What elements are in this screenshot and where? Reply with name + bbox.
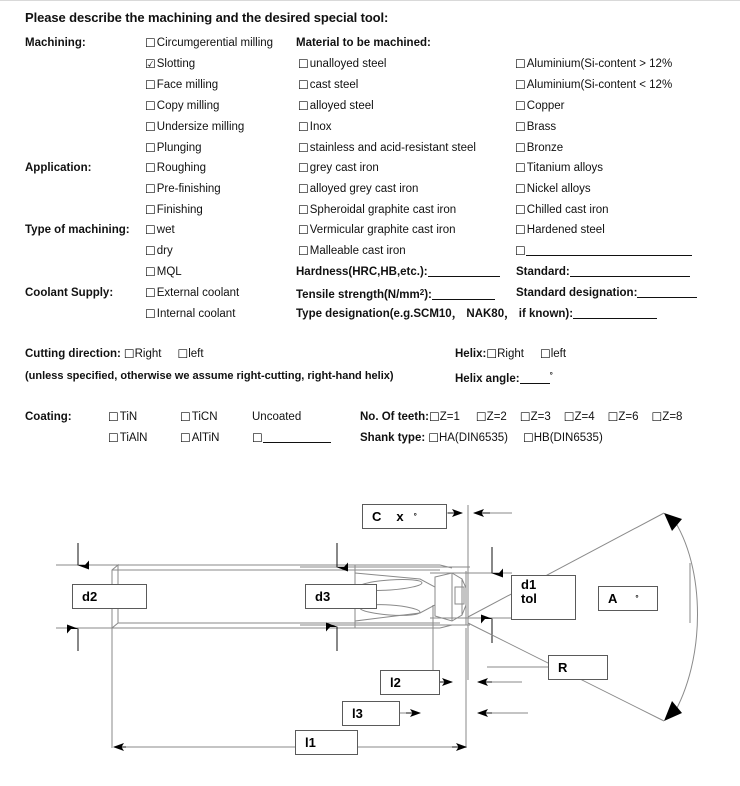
option-label: Pre-finishing xyxy=(156,183,221,195)
checkbox-option-tin[interactable] xyxy=(108,411,137,423)
dimension-box-chamfer-c[interactable] xyxy=(362,504,447,529)
teeth-label: No. Of teeth: xyxy=(360,411,429,423)
checkbox-icon: ☐ xyxy=(298,223,309,237)
checkbox-icon: ☐ xyxy=(145,141,156,155)
tensile-strength-input[interactable] xyxy=(432,299,495,300)
checkbox-icon: ☐ xyxy=(145,120,156,134)
checkbox-option-alloyed-grey-cast-iron[interactable] xyxy=(298,183,418,195)
dimension-label: l2 xyxy=(390,675,401,690)
option-label: left xyxy=(188,348,204,360)
checkbox-option-face-milling[interactable] xyxy=(145,79,218,91)
option-label: MQL xyxy=(156,266,182,278)
checkbox-icon: ☐ xyxy=(515,182,526,196)
dimension-box-d3[interactable] xyxy=(305,584,377,609)
checkbox-icon[interactable]: ☐ xyxy=(428,431,439,445)
checkbox-icon: ☐ xyxy=(515,141,526,155)
dimension-box-d2[interactable] xyxy=(72,584,147,609)
coating-uncoated-label: Uncoated xyxy=(252,411,302,423)
checkbox-option-ticn[interactable] xyxy=(180,411,218,423)
type-designation-input[interactable] xyxy=(573,318,657,319)
checkbox-icon: ☐ xyxy=(145,78,156,92)
option-label: alloyed grey cast iron xyxy=(309,183,419,195)
checkbox-icon[interactable]: ☐ xyxy=(539,347,551,361)
option-label: stainless and acid-resistant steel xyxy=(309,142,476,154)
reference-lines xyxy=(112,505,468,748)
option-label: alloyed steel xyxy=(309,100,374,112)
field-label: Tensile strength(N/mm xyxy=(296,289,420,301)
option-label: Z=4 xyxy=(574,411,595,423)
checkbox-option-inox[interactable] xyxy=(298,121,332,133)
standard-designation-input[interactable] xyxy=(637,297,697,298)
dimension-box-l1[interactable] xyxy=(295,730,358,755)
shank-label: Shank type: xyxy=(360,432,426,444)
field-tensile-strength[interactable] xyxy=(296,287,495,301)
checkbox-icon: ☐ xyxy=(145,286,156,300)
option-label: External coolant xyxy=(156,287,240,299)
checkbox-icon: ☐ xyxy=(515,57,526,71)
option-label: Slotting xyxy=(156,58,196,70)
checkbox-option-nickel-alloys[interactable] xyxy=(515,183,591,195)
angle-a-arrows xyxy=(664,513,682,721)
checkbox-icon: ☐ xyxy=(145,244,156,258)
field-cutting-direction xyxy=(25,348,204,360)
checkbox-option-brass[interactable] xyxy=(515,121,556,133)
option-label: Right xyxy=(497,348,524,360)
checkbox-option-aluminium-si-high[interactable] xyxy=(515,58,672,70)
checkbox-icon: ☐ xyxy=(298,244,309,258)
field-label: Standard: xyxy=(516,266,570,278)
coating-other-input[interactable] xyxy=(263,442,331,443)
helix-angle-label: Helix angle: xyxy=(455,373,520,385)
option-label: Face milling xyxy=(156,79,219,91)
cutting-direction-note: (unless specified, otherwise we assume right-cutting, right-hand helix) xyxy=(25,370,394,382)
checkbox-option-copper[interactable] xyxy=(515,100,564,112)
checkbox-icon[interactable]: ☐ xyxy=(519,410,531,424)
checkbox-option-cast-steel[interactable] xyxy=(298,79,358,91)
label-material-to-be-machined: Material to be machined: xyxy=(296,37,431,49)
checkbox-icon: ☐ xyxy=(515,99,526,113)
checkbox-icon: ☐ xyxy=(145,265,156,279)
option-label: Z=2 xyxy=(486,411,507,423)
dimension-label-secondary: x xyxy=(396,509,404,524)
material-other-input[interactable] xyxy=(526,255,692,256)
dimension-box-radius-r[interactable] xyxy=(548,655,608,680)
option-label: Right xyxy=(134,348,162,360)
dimension-label: d1 xyxy=(521,577,537,592)
checkbox-option-malleable-cast-iron[interactable] xyxy=(298,245,406,257)
dimension-box-l2[interactable] xyxy=(380,670,440,695)
checkbox-option-slotting[interactable] xyxy=(145,58,195,70)
option-label: AlTiN xyxy=(191,432,220,444)
label-coating: Coating: xyxy=(25,411,72,423)
checkbox-icon[interactable]: ☐ xyxy=(475,410,487,424)
dimension-label: A xyxy=(608,591,618,606)
checkbox-option-plunging[interactable] xyxy=(145,142,202,154)
checkbox-icon: ☐ xyxy=(108,410,119,424)
option-label: Malleable cast iron xyxy=(309,245,406,257)
tool-technical-drawing xyxy=(0,455,740,781)
option-label: Hardened steel xyxy=(526,224,605,236)
option-label: cast steel xyxy=(309,79,359,91)
dimension-label: R xyxy=(558,660,568,675)
checkbox-icon: ☐ xyxy=(145,182,156,196)
option-label: Nickel alloys xyxy=(526,183,591,195)
option-label: Brass xyxy=(526,121,557,133)
checkbox-option-titanium-alloys[interactable] xyxy=(515,162,603,174)
option-label: Finishing xyxy=(156,204,203,216)
option-label: grey cast iron xyxy=(309,162,379,174)
checkbox-option-material-other[interactable] xyxy=(515,245,692,257)
option-label: Z=3 xyxy=(530,411,551,423)
checkbox-icon: ☐ xyxy=(180,410,191,424)
checkbox-option-finishing[interactable] xyxy=(145,204,203,216)
field-helix-angle[interactable] xyxy=(455,370,553,385)
option-label: Circumgerential milling xyxy=(156,37,274,49)
checkbox-icon: ☐ xyxy=(298,57,309,71)
checkbox-option-circumgerential-milling[interactable] xyxy=(145,37,273,49)
degree-symbol: ° xyxy=(413,512,417,521)
checkbox-icon[interactable]: ☐ xyxy=(177,347,189,361)
option-label: Undersize milling xyxy=(156,121,245,133)
checkbox-option-wet[interactable] xyxy=(145,224,175,236)
option-label: unalloyed steel xyxy=(309,58,387,70)
field-standard-designation[interactable] xyxy=(516,287,697,299)
checkbox-option-spheroidal-graphite-cast-iron[interactable] xyxy=(298,204,456,216)
option-label: TiAlN xyxy=(119,432,148,444)
field-label: Hardness(HRC,HB,etc.): xyxy=(296,266,428,278)
field-standard[interactable] xyxy=(516,266,690,278)
option-label: Aluminium(Si-content > 12% xyxy=(526,58,673,70)
checkbox-option-roughing[interactable] xyxy=(145,162,206,174)
checkbox-icon: ☐ xyxy=(298,161,309,175)
label-type-of-machining: Type of machining: xyxy=(25,224,130,236)
checkbox-option-tialn[interactable] xyxy=(108,432,147,444)
checkbox-icon: ☐ xyxy=(145,223,156,237)
checkbox-icon[interactable]: ☐ xyxy=(651,410,663,424)
checkbox-icon: ☐ xyxy=(145,307,156,321)
helix-angle-input[interactable] xyxy=(520,383,550,384)
checkbox-icon[interactable]: ☐ xyxy=(607,410,619,424)
helix-label: Helix: xyxy=(455,348,487,360)
label-coolant-supply: Coolant Supply: xyxy=(25,287,114,299)
checkbox-option-stainless-acid-resistant-steel[interactable] xyxy=(298,142,476,154)
checkbox-option-unalloyed-steel[interactable] xyxy=(298,58,387,70)
checkbox-option-pre-finishing[interactable] xyxy=(145,183,221,195)
checkbox-option-chilled-cast-iron[interactable] xyxy=(515,204,609,216)
checkbox-icon[interactable]: ☐ xyxy=(486,347,498,361)
checkbox-icon: ☐ xyxy=(180,431,191,445)
option-label: Inox xyxy=(309,121,332,133)
checkbox-icon: ☐ xyxy=(252,431,263,445)
option-label: TiCN xyxy=(191,411,218,423)
option-label: Bronze xyxy=(526,142,564,154)
field-label: Type designation(e.g.SCM10， NAK80， if known): xyxy=(296,308,574,320)
field-hardness[interactable] xyxy=(296,266,500,278)
checkbox-icon: ☐ xyxy=(145,99,156,113)
field-type-designation[interactable] xyxy=(296,308,657,320)
checkbox-icon: ☐ xyxy=(298,78,309,92)
checkbox-icon: ☐ xyxy=(515,161,526,175)
label-machining: Machining: xyxy=(25,37,86,49)
option-label: Chilled cast iron xyxy=(526,204,609,216)
checkbox-icon: ☐ xyxy=(298,203,309,217)
checkbox-checked-icon: ☑ xyxy=(145,57,156,71)
checkbox-option-hardened-steel[interactable] xyxy=(515,224,605,236)
option-label: HA(DIN6535) xyxy=(438,432,508,444)
checkbox-option-aluminium-si-low[interactable] xyxy=(515,79,672,91)
checkbox-icon[interactable]: ☐ xyxy=(522,431,534,445)
checkbox-option-dry[interactable] xyxy=(145,245,173,257)
option-label: Roughing xyxy=(156,162,206,174)
field-helix xyxy=(455,348,566,360)
field-label: Standard designation: xyxy=(516,287,638,299)
checkbox-option-alloyed-steel[interactable] xyxy=(298,100,374,112)
checkbox-icon: ☐ xyxy=(515,78,526,92)
option-label: wet xyxy=(156,224,175,236)
checkbox-option-internal-coolant[interactable] xyxy=(145,308,235,320)
checkbox-option-mql[interactable] xyxy=(145,266,182,278)
checkbox-icon: ☐ xyxy=(145,161,156,175)
field-shank-type xyxy=(360,432,603,444)
checkbox-icon[interactable]: ☐ xyxy=(123,347,135,361)
checkbox-option-copy-milling[interactable] xyxy=(145,100,219,112)
checkbox-icon: ☐ xyxy=(298,120,309,134)
field-label-suffix: ): xyxy=(424,289,432,301)
checkbox-option-coating-other[interactable] xyxy=(252,432,331,444)
checkbox-icon[interactable]: ☐ xyxy=(563,410,575,424)
dimension-label: d2 xyxy=(82,589,98,604)
cutting-direction-label: Cutting direction: xyxy=(25,348,121,360)
option-label: Aluminium(Si-content < 12% xyxy=(526,79,673,91)
standard-input[interactable] xyxy=(570,276,690,277)
tool-body-outline xyxy=(112,565,466,628)
dimension-label-secondary: tol xyxy=(521,591,537,606)
page-title: Please describe the machining and the desired special tool: xyxy=(25,10,389,25)
option-label: TiN xyxy=(119,411,138,423)
dimension-label: l1 xyxy=(305,735,316,750)
checkbox-option-bronze[interactable] xyxy=(515,142,563,154)
option-label: left xyxy=(550,348,567,360)
dimension-label: C xyxy=(372,509,382,524)
checkbox-option-altin[interactable] xyxy=(180,432,219,444)
field-label-superscript: 2 xyxy=(419,288,425,297)
checkbox-option-undersize-milling[interactable] xyxy=(145,121,244,133)
option-label: Z=6 xyxy=(618,411,639,423)
checkbox-icon: ☐ xyxy=(515,223,526,237)
dimension-box-angle-a[interactable] xyxy=(598,586,658,611)
checkbox-icon: ☐ xyxy=(108,431,119,445)
option-label: Internal coolant xyxy=(156,308,236,320)
degree-symbol: ° xyxy=(635,594,639,603)
option-label: dry xyxy=(156,245,173,257)
option-label: Spheroidal graphite cast iron xyxy=(309,204,457,216)
checkbox-icon: ☐ xyxy=(515,120,526,134)
option-label: Copper xyxy=(526,100,565,112)
checkbox-icon: ☐ xyxy=(515,203,526,217)
dimension-label: l3 xyxy=(352,706,363,721)
option-label: Z=1 xyxy=(439,411,460,423)
dimension-box-d1-tol[interactable] xyxy=(511,575,576,620)
checkbox-icon[interactable]: ☐ xyxy=(429,410,440,424)
option-label: Z=8 xyxy=(662,411,683,423)
checkbox-option-vermicular-graphite-cast-iron[interactable] xyxy=(298,224,456,236)
dimension-box-l3[interactable] xyxy=(342,701,400,726)
checkbox-icon: ☐ xyxy=(298,99,309,113)
option-label: Plunging xyxy=(156,142,202,154)
option-label: HB(DIN6535) xyxy=(533,432,603,444)
option-label: Vermicular graphite cast iron xyxy=(309,224,456,236)
angle-a-arc xyxy=(468,513,698,721)
dimension-label: d3 xyxy=(315,589,331,604)
page-top-border xyxy=(0,0,740,1)
field-number-of-teeth xyxy=(360,411,682,423)
label-application: Application: xyxy=(25,162,92,174)
checkbox-icon: ☐ xyxy=(145,203,156,217)
checkbox-option-external-coolant[interactable] xyxy=(145,287,239,299)
degree-symbol: ° xyxy=(549,371,553,380)
checkbox-icon: ☐ xyxy=(298,182,309,196)
checkbox-icon: ☐ xyxy=(145,36,156,50)
option-label: Titanium alloys xyxy=(526,162,604,174)
checkbox-option-grey-cast-iron[interactable] xyxy=(298,162,379,174)
checkbox-icon: ☐ xyxy=(515,244,526,258)
checkbox-icon: ☐ xyxy=(298,141,309,155)
option-label: Copy milling xyxy=(156,100,220,112)
hardness-input[interactable] xyxy=(428,276,500,277)
